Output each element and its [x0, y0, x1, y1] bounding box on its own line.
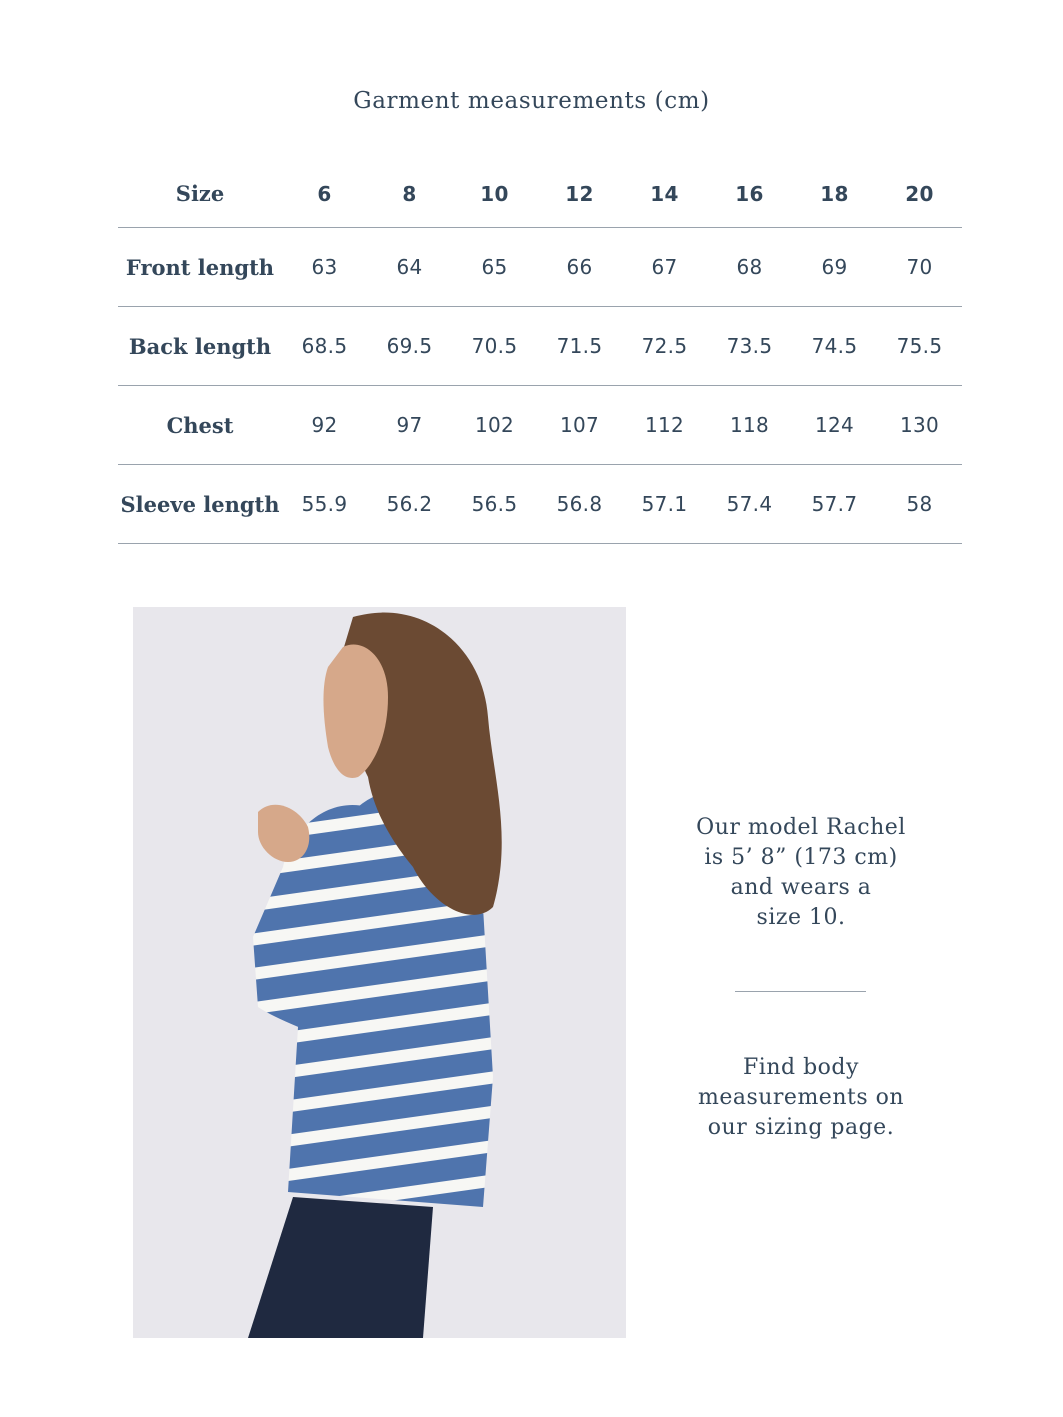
- sizing-info-line: measurements on: [697, 1085, 905, 1110]
- table-cell: 68: [707, 228, 792, 307]
- table-row-chest: [118, 386, 962, 465]
- model-info-line: and wears a: [730, 875, 872, 900]
- model-info-line: Our model Rachel: [696, 815, 906, 840]
- size-header-cell: 12: [537, 160, 622, 228]
- table-cell: 72.5: [622, 307, 707, 386]
- table-row-back-length: [118, 307, 962, 386]
- table-cell: 74.5: [792, 307, 877, 386]
- table-cell: 70: [877, 228, 962, 307]
- row-label: Chest: [118, 386, 282, 465]
- table-cell: 102: [452, 386, 537, 465]
- table-cell: 107: [537, 386, 622, 465]
- table-row-sleeve-length: [118, 465, 962, 544]
- size-header-cell: 20: [877, 160, 962, 228]
- table-cell: 73.5: [707, 307, 792, 386]
- table-cell: 57.1: [622, 465, 707, 544]
- table-cell: 70.5: [452, 307, 537, 386]
- size-header-label: Size: [118, 160, 282, 228]
- model-info-text: [660, 813, 942, 933]
- table-cell: 56.5: [452, 465, 537, 544]
- model-info-line: size 10.: [756, 905, 846, 930]
- size-header-cell: 16: [707, 160, 792, 228]
- size-header-cell: 8: [367, 160, 452, 228]
- table-cell: 67: [622, 228, 707, 307]
- model-photo: [133, 607, 626, 1338]
- table-row-front-length: [118, 228, 962, 307]
- size-header-cell: 14: [622, 160, 707, 228]
- table-cell: 56.2: [367, 465, 452, 544]
- section-divider: [735, 991, 866, 992]
- table-cell: 65: [452, 228, 537, 307]
- table-cell: 68.5: [282, 307, 367, 386]
- table-cell: 75.5: [877, 307, 962, 386]
- row-label: Sleeve length: [118, 465, 282, 544]
- table-cell: 112: [622, 386, 707, 465]
- table-cell: 118: [707, 386, 792, 465]
- table-cell: 56.8: [537, 465, 622, 544]
- table-cell: 57.7: [792, 465, 877, 544]
- table-cell: 63: [282, 228, 367, 307]
- row-label: Back length: [118, 307, 282, 386]
- model-info-line: is 5’ 8” (173 cm): [704, 845, 898, 870]
- table-cell: 55.9: [282, 465, 367, 544]
- table-header-row: [118, 160, 962, 228]
- table-cell: 92: [282, 386, 367, 465]
- table-cell: 97: [367, 386, 452, 465]
- measurements-table: [118, 160, 962, 544]
- size-header-cell: 10: [452, 160, 537, 228]
- table-cell: 69.5: [367, 307, 452, 386]
- table-cell: 124: [792, 386, 877, 465]
- table-cell: 58: [877, 465, 962, 544]
- sizing-page-text[interactable]: [660, 1053, 942, 1143]
- sizing-info-line: Find body: [743, 1055, 859, 1080]
- table-cell: 64: [367, 228, 452, 307]
- row-label: Front length: [118, 228, 282, 307]
- table-cell: 57.4: [707, 465, 792, 544]
- table-cell: 69: [792, 228, 877, 307]
- size-header-cell: 18: [792, 160, 877, 228]
- table-cell: 130: [877, 386, 962, 465]
- table-cell: 66: [537, 228, 622, 307]
- page-title: Garment measurements (cm): [353, 88, 710, 114]
- size-header-cell: 6: [282, 160, 367, 228]
- table-cell: 71.5: [537, 307, 622, 386]
- sizing-info-line: our sizing page.: [707, 1115, 895, 1140]
